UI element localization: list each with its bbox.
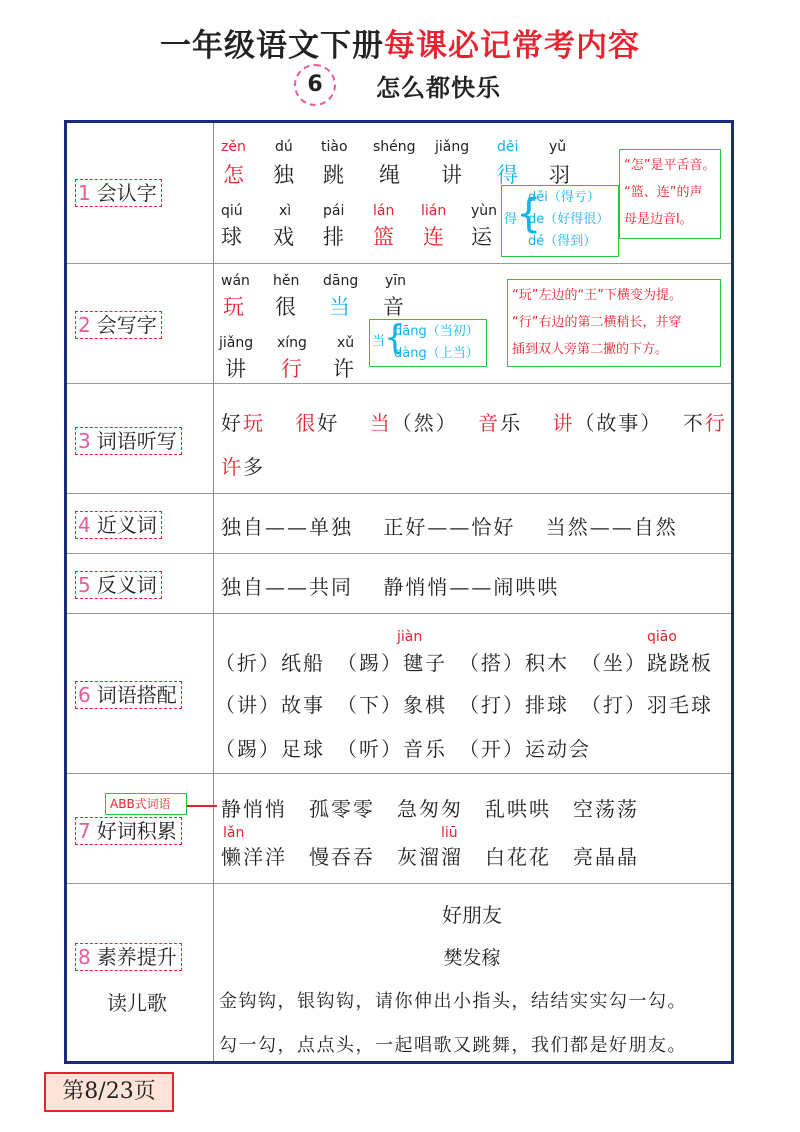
section-label-literacy: 8 素养提升 — [75, 943, 182, 971]
lesson-title: 怎么都快乐 — [376, 74, 501, 102]
hanzi: 跳 — [323, 163, 344, 187]
pinyin: qiāo — [647, 629, 677, 645]
hanzi: 很 — [275, 295, 296, 319]
pinyin: děi — [497, 139, 519, 155]
row-divider — [67, 613, 731, 614]
pinyin: jiǎng — [435, 139, 470, 155]
section-label-synonyms: 4 近义词 — [75, 511, 162, 539]
hanzi: 许 — [333, 357, 354, 381]
pinyin: tiào — [321, 139, 348, 155]
collocation-line-2: （讲）故事 （下）象棋 （打）排球 （打）羽毛球 — [215, 693, 713, 717]
pinyin: liū — [441, 825, 458, 841]
poem-author: 樊发稼 — [443, 947, 501, 969]
pinyin: hěn — [273, 273, 300, 289]
pinyin: xì — [279, 203, 292, 219]
pinyin: lián — [421, 203, 447, 219]
pinyin: jiǎng — [219, 335, 254, 351]
hanzi: 音 — [383, 295, 404, 319]
section-label-write: 2 会写字 — [75, 311, 162, 339]
hanzi: 球 — [221, 225, 242, 249]
synonyms-text: 独自——单独 正好——恰好 当然——自然 — [221, 515, 678, 539]
pinyin: yùn — [471, 203, 498, 219]
content-table — [64, 120, 734, 1064]
section-label-antonyms: 5 反义词 — [75, 571, 162, 599]
pinyin: yǔ — [549, 139, 567, 155]
hanzi: 运 — [471, 225, 492, 249]
pinyin: qiú — [221, 203, 243, 219]
good-words-line-1: 静悄悄 孤零零 急匆匆 乱哄哄 空荡荡 — [221, 797, 639, 821]
hanzi: 玩 — [223, 295, 244, 319]
pinyin: zěn — [221, 139, 246, 155]
poem-title: 好朋友 — [442, 903, 502, 927]
hanzi: 绳 — [379, 163, 400, 187]
row-divider — [67, 493, 731, 494]
pinyin: yīn — [385, 273, 407, 289]
dictation-line-2: 许多 — [221, 455, 265, 479]
collocation-line-3: （踢）足球 （听）音乐 （开）运动会 — [215, 737, 591, 761]
polyphone-note-de: 得 { děi（得亏） de（好得很） dé（得到） — [501, 185, 619, 257]
row-divider — [67, 883, 731, 884]
hanzi: 行 — [281, 357, 302, 381]
pinyin: dāng — [323, 273, 359, 289]
section-label-good-words: 7 好词积累 — [75, 817, 182, 845]
row-divider — [67, 773, 731, 774]
pinyin: jiàn — [397, 629, 423, 645]
pronunciation-note: “怎”是平舌音。 “篮、连”的声 母是边音l。 — [619, 149, 721, 239]
lesson-header — [0, 64, 800, 104]
page-title — [0, 20, 800, 65]
hanzi: 讲 — [225, 357, 246, 381]
hanzi: 戏 — [273, 225, 294, 249]
section-label-recognize: 1 会认字 — [75, 179, 162, 207]
hanzi: 当 — [329, 295, 350, 319]
dictation-line-1: 好玩 很好 当（然） 音乐 讲（故事） 不行 — [221, 411, 727, 435]
poem-line-1: 金钩钩，银钩钩，请你伸出小指头，结结实实勾一勾。 — [219, 991, 687, 1012]
hanzi: 排 — [323, 225, 344, 249]
pinyin: dú — [275, 139, 293, 155]
pinyin: xǔ — [337, 335, 355, 351]
pinyin: pái — [323, 203, 345, 219]
hanzi: 连 — [423, 225, 444, 249]
collocation-line-1: （折）纸船 （踢）毽子 （搭）积木 （坐）跷跷板 — [215, 651, 713, 675]
tag-connector — [187, 805, 217, 807]
writing-tip-note: “玩”左边的“王”下横变为提。 “行”右边的第二横稍长，并穿 插到双人旁第二撇的下方。 — [507, 279, 721, 367]
title-topic: 每课必记常考内容 — [384, 28, 640, 64]
polyphone-note-dang: 当 { dāng（当初） dàng（上当） — [369, 319, 487, 367]
pinyin: shéng — [373, 139, 416, 155]
title-grade: 一年级语文下册 — [160, 28, 384, 64]
hanzi: 羽 — [549, 163, 570, 187]
row-divider — [67, 383, 731, 384]
hanzi: 得 — [497, 163, 518, 187]
row-divider — [67, 553, 731, 554]
hanzi: 篮 — [373, 225, 394, 249]
pinyin: lǎn — [223, 825, 245, 841]
poem-category: 读儿歌 — [107, 991, 167, 1015]
section-label-collocation: 6 词语搭配 — [75, 681, 182, 709]
hanzi: 讲 — [441, 163, 462, 187]
page-indicator: 第8/23页 — [44, 1072, 174, 1112]
brace-icon: { — [384, 318, 406, 358]
lesson-number-badge: 6 — [294, 64, 336, 106]
pinyin: xíng — [277, 335, 307, 351]
section-label-dictation: 3 词语听写 — [75, 427, 182, 455]
good-words-line-2: 懒洋洋 慢吞吞 灰溜溜 白花花 亮晶晶 — [221, 845, 639, 869]
hanzi: 怎 — [223, 163, 244, 187]
antonyms-text: 独自——共同 静悄悄——闹哄哄 — [221, 575, 560, 599]
poem-line-2: 勾一勾，点点头，一起唱歌又跳舞，我们都是好朋友。 — [219, 1035, 687, 1056]
pinyin: lán — [373, 203, 395, 219]
brace-icon: { — [516, 191, 542, 237]
hanzi: 独 — [273, 163, 294, 187]
row-divider — [67, 263, 731, 264]
abb-tag: ABB式词语 — [105, 793, 187, 815]
pinyin: wán — [221, 273, 250, 289]
